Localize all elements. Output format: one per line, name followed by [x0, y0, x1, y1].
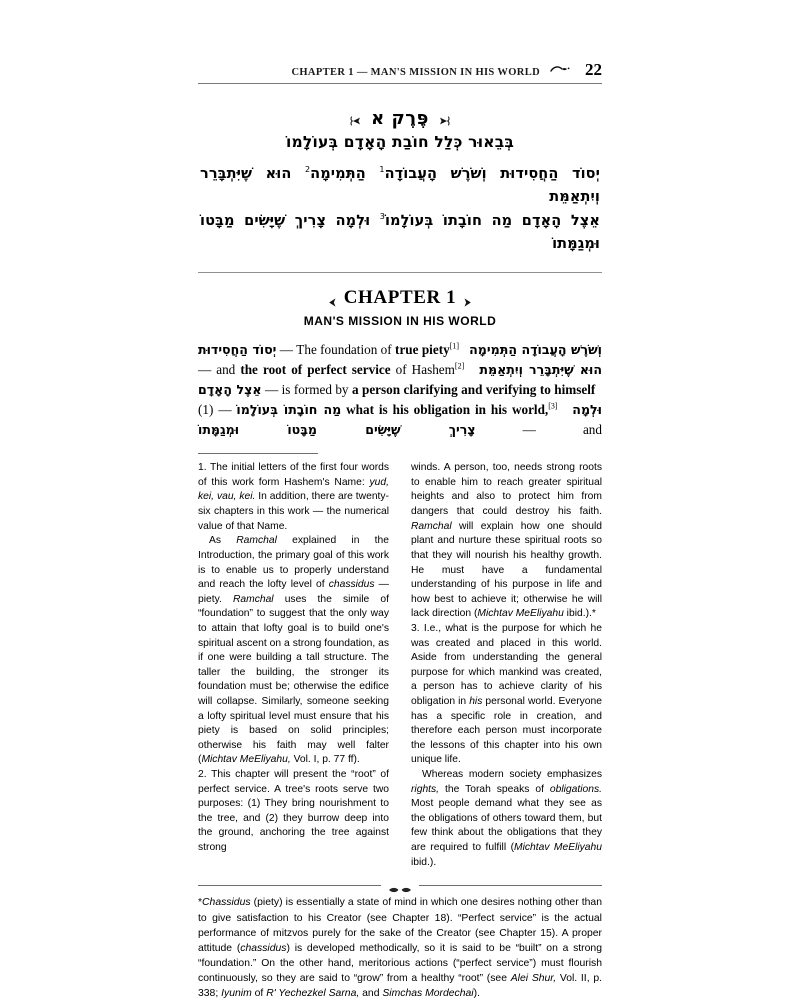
- text-run-0: *: [198, 897, 203, 909]
- hebrew-heading-block: [198, 108, 602, 257]
- main-heb-seg-4: הוּא שֶׁיִּתְבָּרֵר וְיִתְאַמֵּת אֵצֶל הָאָדָם: [198, 362, 603, 398]
- text-run-4: — piety.: [198, 579, 389, 605]
- main-eng-seg-1-bold: true piety: [395, 341, 450, 357]
- main-heb-seg-6: מַה חוֹבָתוֹ בְּעוֹלָמוֹ: [236, 402, 342, 418]
- text-run-9: R' Yechezkel Sarna,: [266, 988, 360, 1000]
- main-bilingual-text: [198, 340, 602, 440]
- text-run-8: Vol. I, p. 77 ff).: [290, 754, 360, 766]
- main-eng-seg-7-norm: (1): [198, 402, 347, 418]
- hebrew-chapter-label: פֶּרֶק א: [371, 108, 429, 129]
- divider-line-right: [419, 885, 602, 886]
- text-run-2: explained in the Introduction, the primary goal of this work is to enable us to properly understand and reach the lofty level of: [198, 535, 389, 591]
- main-eng-seg-2: — and: [198, 362, 241, 377]
- text-run-0: As: [209, 535, 237, 547]
- text-run-12: ).: [473, 988, 480, 1000]
- hebrew-subtitle: בְּבֵאוּר כְּלַל חוֹבַת הָאָדָם בְּעוֹלָמוֹ: [285, 133, 515, 151]
- chapter-title: CHAPTER 1: [343, 286, 457, 308]
- hebrew-chapter-line: [198, 108, 602, 129]
- footnote-divider-rule: [198, 453, 318, 454]
- note-1-para-1: [198, 461, 389, 534]
- running-head: [198, 60, 602, 84]
- main-eng-seg-5-bold: a person clarifying and verifying to himself: [351, 382, 596, 398]
- main-eng-seg-4: — is: [261, 382, 294, 398]
- running-head-title: CHAPTER 1 — MAN'S MISSION IN HIS WORLD: [291, 67, 540, 78]
- footnote-ref-1[interactable]: [1]: [449, 341, 460, 351]
- chevron-right-ornament-icon: [462, 292, 473, 303]
- text-run-0: 1. The initial letters of the first four words of this work form Hashem's Name:: [198, 462, 389, 488]
- hebrew-body-text: [198, 163, 602, 257]
- double-leaf-ornament-icon: [387, 881, 413, 889]
- leaf-swirl-ornament-icon: [550, 61, 570, 71]
- hebrew-line2-part-b: וּלְמָה צָרִיךְ שֶׁיָּשִׂים מַבָּטוֹ וּמְגַמָּתוֹ: [200, 212, 600, 253]
- text-run-4: Most people demand what they see as the obligations of others toward them, but few think about the obligations that they are required to fulfill (: [411, 798, 602, 854]
- footnote-ref-2[interactable]: [2]: [454, 361, 465, 371]
- text-run-3: obligations.: [549, 783, 602, 795]
- main-eng-seg-3-norm: of Hashem: [390, 362, 455, 377]
- section-divider-rule: [198, 272, 602, 273]
- fleuron-left-ornament-icon: [350, 112, 364, 126]
- text-run-1: his: [469, 696, 483, 707]
- main-eng-seg-1-dash: — The foundation of: [276, 341, 396, 357]
- chapter-subtitle: MAN'S MISSION IN HIS WORLD: [303, 313, 497, 328]
- main-eng-seg-3-bold: the root of perfect service: [240, 362, 391, 377]
- main-heb-seg-8: וּלְמָה צָרִיךְ שֶׁיָּשִׂים מַבָּטוֹ וּמְגַמָּתוֹ: [198, 402, 603, 438]
- fleuron-right-ornament-icon: [436, 112, 450, 126]
- hebrew-line1-part-a: יְסוֹד הַחֲסִידוּת וְשֹׁרֶשׁ הָעֲבוֹדָה: [384, 166, 600, 182]
- main-eng-seg-8: — and: [475, 422, 602, 438]
- chapter-heading-block: [198, 287, 602, 328]
- text-run-11: Simchas Mordechai: [382, 988, 474, 1000]
- text-run-10: and: [359, 988, 383, 1000]
- note-2-para-1: [198, 768, 389, 856]
- text-run-8: of: [251, 988, 267, 1000]
- text-run-5: Ramchal: [232, 593, 274, 605]
- footnote-columns: [198, 461, 602, 870]
- divider-line-left: [198, 885, 381, 886]
- note-2-cont: [411, 461, 602, 622]
- text-run-2: will explain how one should plant and nurture these spiritual roots so that they will nourish his healthy growth. He must have a fundamental understanding of his purpose in life and how best to achieve it; otherwise he will lack direction (: [411, 520, 602, 620]
- text-run-1: Ramchal: [411, 520, 452, 532]
- main-eng-seg-6: —: [213, 402, 237, 418]
- hebrew-body-line-1: [200, 163, 600, 210]
- page-number: 22: [585, 60, 602, 79]
- text-run-4: ) is developed methodically, so it is said to be “built” on a strong “foundation.” On the other hand, meritorious actions (“perfect service”) must flourish continuously, so they are said to “grow” from a healthy “root” (see: [198, 942, 602, 985]
- text-run-5: Alei Shur,: [510, 973, 557, 985]
- text-run-2: In addition, there are twenty-six chapters in this work — the numerical value of that Name.: [198, 491, 389, 532]
- chevron-left-ornament-icon: [327, 292, 338, 303]
- hebrew-line2-footnote-3: 3: [379, 212, 385, 222]
- text-run-3: Michtav MeEliyahu: [477, 608, 564, 620]
- footnote-column-left: [198, 461, 389, 870]
- text-run-2: (piety) is essentially a state of mind in which one desires nothing other than to give satisfaction to his Creator (see Chapter 18). “Perfect service” is the actual performance of mitzvos purely for the sake of the Creator (see Chapter 15). A proper attitude (: [198, 897, 602, 954]
- main-heb-seg-1: יְסוֹד הַחֲסִידוּת: [198, 341, 277, 357]
- text-run-6: uses the simile of “foundation” to suggest that the only way to attain that lofty goal is to build one's spiritual ascent on a strong foundation, as if one were building a tall structure. The taller the building, the stronger its foundation must be; otherwise the edifice will collapse. Similarly, someone seeking a lofty spiritual level must ensure that his piety is based on solid principles; otherwise his faith may well falter (: [198, 593, 389, 766]
- text-run-2: personal world. Everyone has a specific role in creation, and therefore each person must incorporate the lessons of this chapter into his own unique life.: [411, 696, 602, 766]
- text-run-4: ibid.).*: [563, 608, 596, 620]
- text-run-0: Whereas modern society emphasizes: [422, 769, 602, 781]
- hebrew-line1-part-b: הַתְּמִימָה: [310, 166, 380, 182]
- text-run-3: chassidus: [328, 579, 375, 591]
- note-3-para-1: [411, 622, 602, 768]
- text-run-7: Iyunim: [221, 988, 252, 1000]
- text-run-1: Ramchal: [236, 535, 277, 547]
- footnote-column-right: [411, 461, 602, 870]
- hebrew-line2-part-a: אֵצֶל הָאָדָם מַה חוֹבָתוֹ בְּעוֹלָמוֹ: [384, 212, 600, 229]
- note-3-para-2: [411, 768, 602, 870]
- main-eng-seg-7-bold: what is his obligation in his world,: [346, 402, 549, 418]
- hebrew-line1-part-c: הוּא שֶׁיִּתְבָּרֵר וְיִתְאַמֵּת: [200, 166, 600, 206]
- text-run-2: the Torah speaks of: [439, 783, 550, 795]
- text-run-6: ibid.).: [411, 856, 437, 868]
- hebrew-line1-footnote-2: 2: [304, 165, 311, 175]
- text-run-1: Chassidus: [202, 897, 251, 909]
- main-eng-seg-5-norm: formed by: [293, 382, 352, 398]
- text-run-0: winds. A person, too, needs strong roots to enable him to reach greater spiritual heights and also to protect him from dangers that could destroy his faith.: [411, 462, 602, 518]
- text-run-6: Vol. II, p. 338;: [198, 973, 602, 1000]
- starred-footnote: [198, 895, 602, 1001]
- main-heb-seg-2: וְשֹׁרֶשׁ הָעֲבוֹדָה הַתְּמִימָה: [469, 341, 603, 357]
- note-1-para-2: [198, 534, 389, 768]
- text-run-0: 2. This chapter will present the “root” of perfect service. A tree's roots serve two purposes: (1) They bring nourishment to the tree, and (2) they burrow deep into the ground, anchoring the tree against strong: [198, 769, 389, 854]
- footnote-ref-3[interactable]: [3]: [548, 401, 558, 411]
- page-content: [198, 60, 602, 1002]
- ornament-divider: [198, 881, 602, 889]
- hebrew-body-line-2: [200, 210, 600, 257]
- text-run-3: chassidus: [240, 942, 287, 954]
- text-run-7: Michtav MeEliyahu,: [201, 754, 291, 766]
- text-run-1: rights,: [411, 783, 440, 795]
- chapter-title-line: [198, 287, 602, 309]
- hebrew-line1-footnote-1: 1: [379, 165, 385, 175]
- text-run-1: yud, kei, vau, kei.: [198, 476, 389, 503]
- text-run-0: 3. I.e., what is the purpose for which he was created and placed in this world. Aside from understanding the general purpose for which mankind was created, a person has to achieve clarity of his obligation in: [411, 622, 602, 707]
- text-run-5: Michtav MeEliyahu: [514, 842, 602, 854]
